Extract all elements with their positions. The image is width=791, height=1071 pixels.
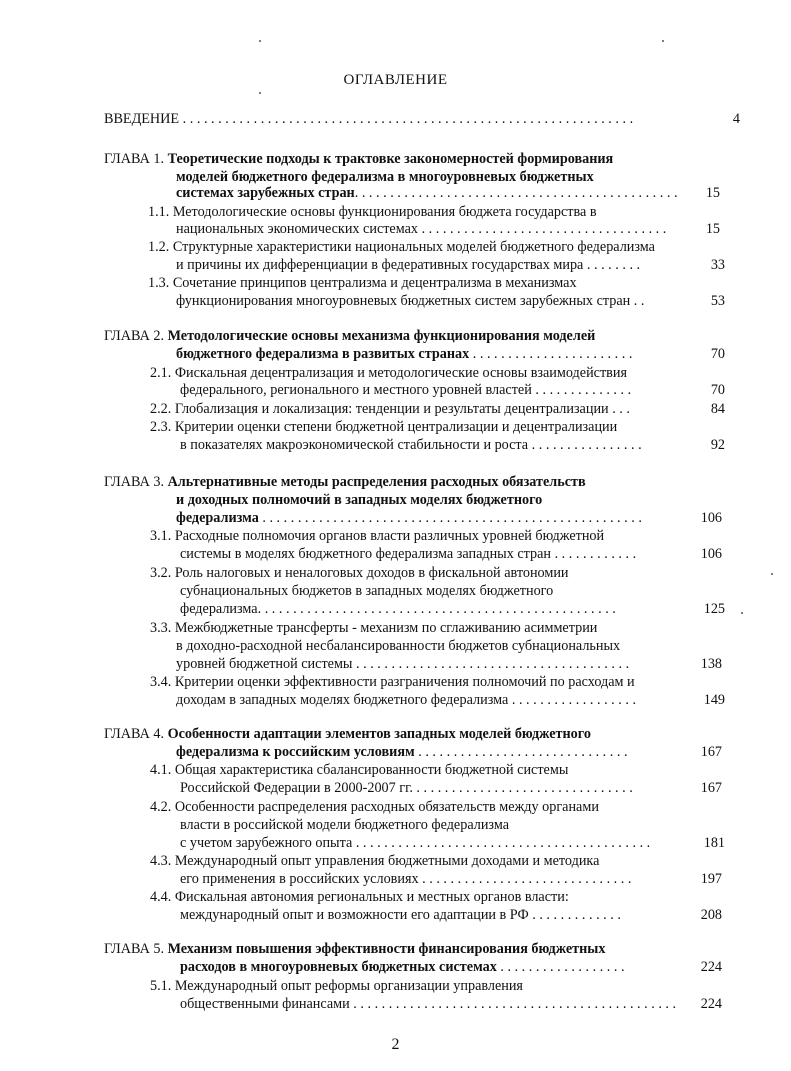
- section-2-3-line-2-text: в показателях макроэкономической стабильности и роста: [180, 437, 529, 453]
- chapter-2-prefix: ГЛАВА 2.: [104, 328, 165, 344]
- section-3-4-number: 3.4.: [150, 674, 172, 690]
- scan-speck: [662, 40, 664, 42]
- chapter-4-heading: [104, 725, 591, 743]
- chapter-2-title-line-2-text: бюджетного федерализма в развитых странах: [176, 346, 470, 362]
- section-2-3-page: 92: [710, 437, 725, 453]
- scan-speck: [771, 573, 773, 575]
- section-2-1-page: 70: [710, 382, 725, 398]
- section-4-2-line-1: Особенности распределения расходных обязательств между органами: [174, 799, 599, 815]
- section-3-2-line-3: [180, 600, 616, 618]
- section-5-1-dots: . . . . . . . . . . . . . . . . . . . . . . . . . . . . . . . . . . . . . . . . . . . . . .: [349, 996, 677, 1012]
- chapter-3-prefix: ГЛАВА 3.: [104, 474, 165, 490]
- section-3-2-page: 125: [703, 601, 725, 617]
- chapter-3-title-line-1: Альтернативные методы распределения расходных обязательств: [167, 474, 586, 490]
- section-2-1: [150, 364, 627, 382]
- chapter-3-dots: . . . . . . . . . . . . . . . . . . . . . . . . . . . . . . . . . . . . . . . . . . . . . . . . . . . . . .: [258, 510, 642, 526]
- section-3-4-page: 149: [703, 692, 725, 708]
- section-3-1-line-1: Расходные полномочия органов власти различных уровней бюджетной: [174, 528, 605, 544]
- section-1-2-page: 33: [710, 257, 725, 273]
- section-2-2-page: 84: [710, 401, 725, 417]
- chapter-2-title-line-1: Методологические основы механизма функционирования моделей: [167, 328, 596, 344]
- chapter-1-title-line-2: моделей бюджетного федерализма в многоуровневых бюджетных: [176, 169, 594, 185]
- section-4-4-line-2: [180, 906, 621, 924]
- section-1-3-number: 1.3.: [148, 275, 170, 291]
- section-3-1-dots: . . . . . . . . . . . .: [551, 546, 637, 562]
- chapter-1-title-line-3: [176, 184, 678, 202]
- page-title: ОГЛАВЛЕНИЕ: [343, 72, 448, 88]
- section-1-1-line-1: Методологические основы функционирования бюджета государства в: [172, 204, 597, 220]
- intro-dots: . . . . . . . . . . . . . . . . . . . . . . . . . . . . . . . . . . . . . . . . . . . . . . . . . . . . . . . . . . . . . . . .: [179, 111, 634, 127]
- section-3-2-line-3-text: федерализма.: [180, 601, 262, 617]
- section-4-2-dots: . . . . . . . . . . . . . . . . . . . . . . . . . . . . . . . . . . . . . . . . . .: [352, 835, 651, 851]
- section-5-1-number: 5.1.: [150, 978, 172, 994]
- section-1-1-number: 1.1.: [148, 204, 170, 220]
- section-2-3-number: 2.3.: [150, 419, 172, 435]
- section-4-2-line-3-text: с учетом зарубежного опыта: [180, 835, 353, 851]
- section-1-1-line-2: [176, 220, 666, 238]
- section-2-1-line-2: [180, 381, 631, 399]
- section-1-3-page: 53: [710, 293, 725, 309]
- chapter-3-title-line-2: и доходных полномочий в западных моделях бюджетного: [176, 492, 543, 508]
- section-1-3-dots: . .: [630, 293, 645, 309]
- section-1-2-line-2-text: и причины их дифференциации в федеративных государствах мира: [176, 257, 584, 273]
- section-1-3-line-1: Сочетание принципов централизма и децентрализма в механизмах: [172, 275, 577, 291]
- section-1-2-line-2: [176, 256, 640, 274]
- page-number: 2: [391, 1036, 400, 1053]
- chapter-4-page: 167: [700, 744, 722, 760]
- section-5-1-line-1: Международный опыт реформы организации управления: [174, 978, 523, 994]
- section-1-1: [148, 203, 597, 221]
- section-3-4: [150, 673, 635, 691]
- section-3-3-line-3: [176, 655, 629, 673]
- chapter-3-page: 106: [700, 510, 722, 526]
- section-3-1-page: 106: [700, 546, 722, 562]
- section-1-2: [148, 238, 655, 256]
- chapter-5-page: 224: [700, 959, 722, 975]
- section-3-1: [150, 527, 604, 545]
- section-4-1: [150, 761, 568, 779]
- section-2-2-line-1: Глобализация и локализация: тенденции и результаты децентрализации: [174, 401, 609, 417]
- section-3-3-number: 3.3.: [150, 620, 172, 636]
- section-2-3-dots: . . . . . . . . . . . . . . . .: [528, 437, 642, 453]
- section-4-3-number: 4.3.: [150, 853, 172, 869]
- chapter-5-title-line-2-text: расходов в многоуровневых бюджетных системах: [180, 959, 497, 975]
- section-3-3: [150, 619, 597, 637]
- chapter-1-heading: [104, 150, 613, 168]
- chapter-3-title-line-3-text: федерализма: [176, 510, 259, 526]
- chapter-4-title-line-1: Особенности адаптации элементов западных моделей бюджетного: [167, 726, 591, 742]
- section-4-4: [150, 888, 569, 906]
- section-4-2-number: 4.2.: [150, 799, 172, 815]
- section-4-2-line-3: [180, 834, 650, 852]
- section-4-4-dots: . . . . . . . . . . . . .: [528, 907, 621, 923]
- section-3-3-line-2: в доходно-расходной несбалансированности бюджетов субнациональных: [176, 638, 621, 654]
- chapter-5-prefix: ГЛАВА 5.: [104, 941, 165, 957]
- chapter-5-title-line-2: [180, 958, 625, 976]
- section-2-1-dots: . . . . . . . . . . . . . .: [531, 382, 632, 398]
- section-3-1-number: 3.1.: [150, 528, 172, 544]
- intro-page: 4: [732, 111, 740, 127]
- chapter-5-title-line-1: Механизм повышения эффективности финансирования бюджетных: [167, 941, 606, 957]
- section-2-1-line-1: Фискальная децентрализация и методологические основы взаимодействия: [174, 365, 627, 381]
- scan-speck: [259, 40, 261, 42]
- section-2-1-number: 2.1.: [150, 365, 172, 381]
- section-4-2-line-2: власти в российской модели бюджетного федерализма: [180, 817, 509, 833]
- chapter-2-dots: . . . . . . . . . . . . . . . . . . . . . . .: [469, 346, 633, 362]
- section-4-3: [150, 852, 599, 870]
- section-4-1-line-2: [180, 779, 633, 797]
- section-2-3: [150, 418, 617, 436]
- section-1-2-line-1: Структурные характеристики национальных моделей бюджетного федерализма: [172, 239, 655, 255]
- section-1-3: [148, 274, 577, 292]
- section-1-1-page: 15: [705, 221, 720, 237]
- chapter-4-prefix: ГЛАВА 4.: [104, 726, 165, 742]
- chapter-3-title-line-3: [176, 509, 642, 527]
- chapter-4-dots: . . . . . . . . . . . . . . . . . . . . . . . . . . . . . .: [414, 744, 628, 760]
- section-3-4-dots: . . . . . . . . . . . . . . . . . .: [508, 692, 636, 708]
- section-1-3-line-2-text: функционирования многоуровневых бюджетных систем зарубежных стран: [176, 293, 631, 309]
- section-4-1-page: 167: [700, 780, 722, 796]
- section-4-4-line-2-text: международный опыт и возможности его адаптации в РФ: [180, 907, 529, 923]
- section-4-4-number: 4.4.: [150, 889, 172, 905]
- section-3-1-line-2-text: системы в моделях бюджетного федерализма западных стран: [180, 546, 552, 562]
- section-4-4-page: 208: [700, 907, 722, 923]
- section-3-2-number: 3.2.: [150, 565, 172, 581]
- section-5-1-page: 224: [700, 996, 722, 1012]
- section-3-4-line-1: Критерии оценки эффективности разграничения полномочий по расходам и: [174, 674, 635, 690]
- chapter-3-heading: [104, 473, 586, 491]
- section-4-3-page: 197: [700, 871, 722, 887]
- section-3-2-dots: . . . . . . . . . . . . . . . . . . . . . . . . . . . . . . . . . . . . . . . . . . . . . . . . . .: [261, 601, 616, 617]
- intro-label: ВВЕДЕНИЕ: [104, 111, 180, 127]
- chapter-1-prefix: ГЛАВА 1.: [104, 151, 165, 167]
- chapter-4-title-line-2-text: федерализма к российским условиям: [176, 744, 415, 760]
- chapter-1-page: 15: [705, 185, 720, 201]
- section-5-1-line-2: [180, 995, 676, 1013]
- section-1-1-dots: . . . . . . . . . . . . . . . . . . . . . . . . . . . . . . . . . . .: [418, 221, 667, 237]
- section-4-3-line-2: [180, 870, 631, 888]
- section-1-3-line-2: [176, 292, 644, 310]
- section-4-2-page: 181: [703, 835, 725, 851]
- section-3-3-line-3-text: уровней бюджетной системы: [176, 656, 353, 672]
- section-4-1-number: 4.1.: [150, 762, 172, 778]
- section-2-3-line-2: [180, 436, 642, 454]
- section-5-1-line-2-text: общественными финансами: [180, 996, 350, 1012]
- chapter-2-heading: [104, 327, 595, 345]
- chapter-2-page: 70: [710, 346, 725, 362]
- section-3-2-line-2: субнациональных бюджетов в западных моделях бюджетного: [180, 583, 554, 599]
- section-2-2: [150, 400, 630, 418]
- section-3-1-line-2: [180, 545, 636, 563]
- section-4-3-dots: . . . . . . . . . . . . . . . . . . . . . . . . . . . . . .: [418, 871, 632, 887]
- section-3-3-page: 138: [700, 656, 722, 672]
- chapter-1-title-line-1: Теоретические подходы к трактовке закономерностей формирования: [167, 151, 614, 167]
- section-3-4-line-2: [176, 691, 636, 709]
- section-3-4-line-2-text: доходам в западных моделях бюджетного федерализма: [176, 692, 509, 708]
- chapter-1-title-line-3-text: системах зарубежных стран: [176, 185, 355, 201]
- section-4-2: [150, 798, 599, 816]
- section-2-1-line-2-text: федерального, регионального и местного уровней властей: [180, 382, 532, 398]
- section-4-1-dots: . . . . . . . . . . . . . . . . . . . . . . . . . . . . . . .: [412, 780, 633, 796]
- toc-entry-intro: [104, 110, 633, 128]
- scan-speck: [259, 92, 261, 94]
- section-4-1-line-1: Общая характеристика сбалансированности бюджетной системы: [174, 762, 569, 778]
- section-4-3-line-2-text: его применения в российских условиях: [180, 871, 419, 887]
- section-1-2-number: 1.2.: [148, 239, 170, 255]
- section-4-1-line-2-text: Российской Федерации в 2000-2007 гг.: [180, 780, 413, 796]
- section-2-2-number: 2.2.: [150, 401, 172, 417]
- section-3-2-line-1: Роль налоговых и неналоговых доходов в фискальной автономии: [174, 565, 569, 581]
- section-2-3-line-1: Критерии оценки степени бюджетной централизации и децентрализации: [174, 419, 618, 435]
- chapter-5-dots: . . . . . . . . . . . . . . . . . .: [496, 959, 625, 975]
- chapter-2-title-line-2: [176, 345, 632, 363]
- chapter-4-title-line-2: [176, 743, 628, 761]
- section-1-2-dots: . . . . . . . .: [583, 257, 641, 273]
- section-3-3-line-1: Межбюджетные трансферты - механизм по сглаживанию асимметрии: [174, 620, 598, 636]
- chapter-1-dots: . . . . . . . . . . . . . . . . . . . . . . . . . . . . . . . . . . . . . . . . . . . . . .: [354, 185, 678, 201]
- section-3-3-dots: . . . . . . . . . . . . . . . . . . . . . . . . . . . . . . . . . . . . . . .: [352, 656, 630, 672]
- section-2-2-dots: . . .: [608, 401, 630, 417]
- section-4-3-line-1: Международный опыт управления бюджетными доходами и методика: [174, 853, 600, 869]
- section-5-1: [150, 977, 523, 995]
- chapter-5-heading: [104, 940, 605, 958]
- scan-speck: [741, 612, 743, 614]
- section-1-1-line-2-text: национальных экономических системах: [176, 221, 419, 237]
- section-4-4-line-1: Фискальная автономия региональных и местных органов власти:: [174, 889, 569, 905]
- section-3-2: [150, 564, 569, 582]
